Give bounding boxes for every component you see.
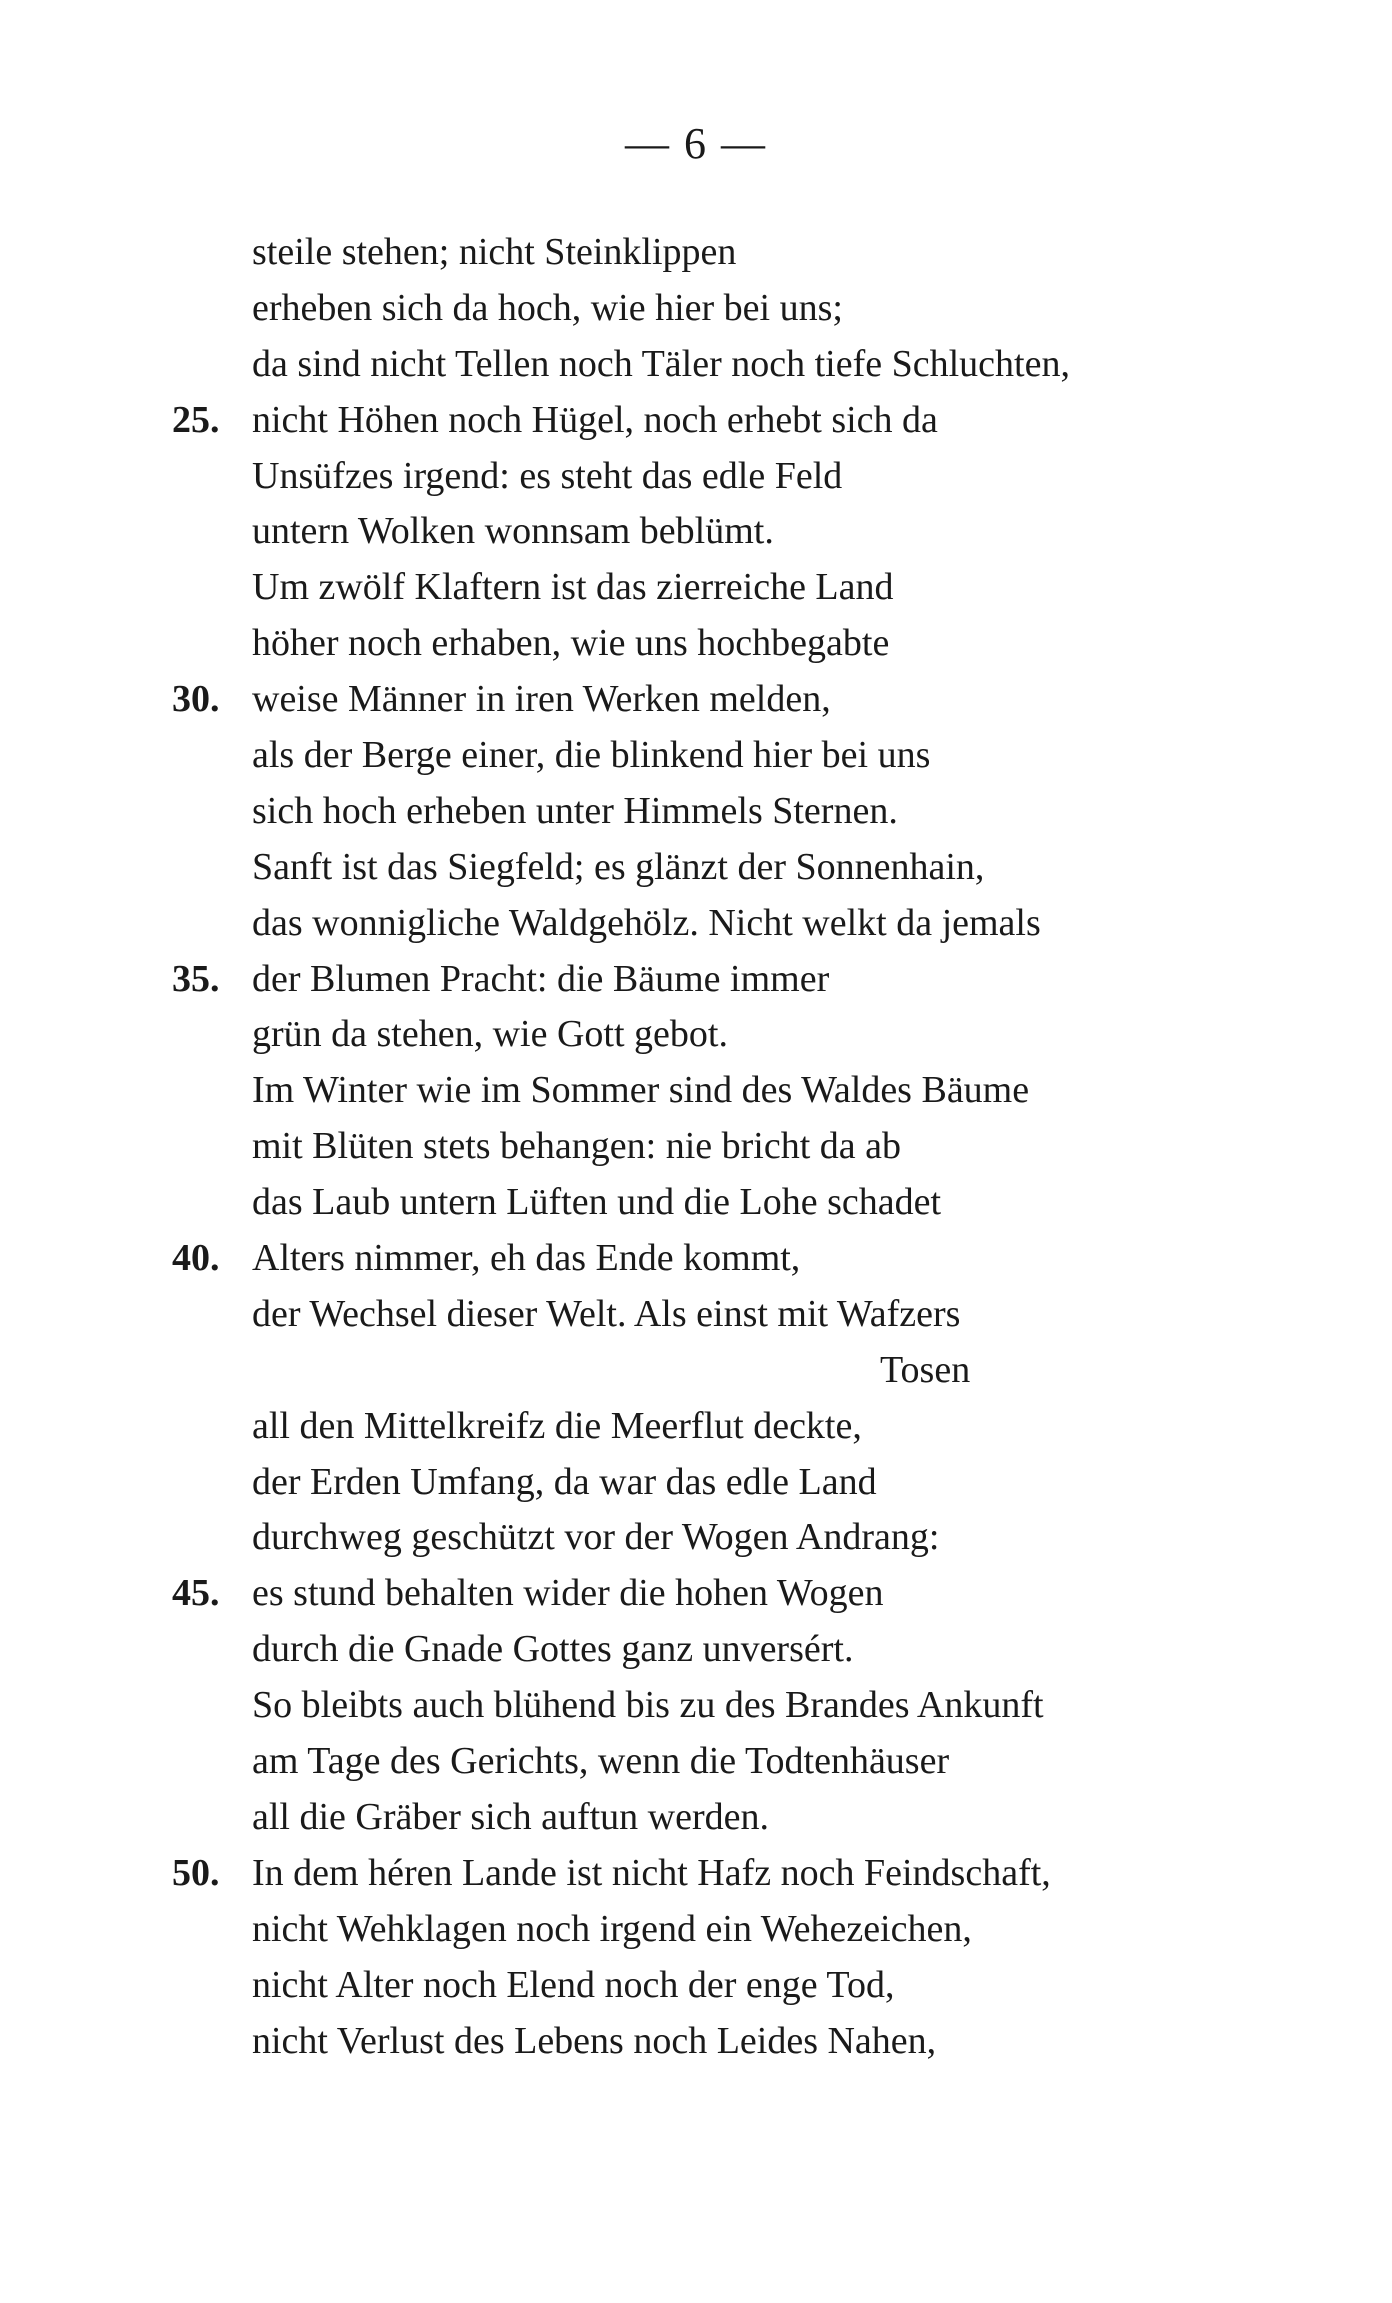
line-text: In dem héren Lande ist nicht Hafz noch Feindschaft, <box>252 1851 1051 1894</box>
poem-line <box>0 449 1392 505</box>
poem-line <box>0 1902 1392 1958</box>
poem-line <box>0 337 1392 393</box>
line-text: als der Berge einer, die blinkend hier bei uns <box>252 734 931 777</box>
poem-line <box>0 1846 1392 1902</box>
line-text: höher noch erhaben, wie uns hochbegabte <box>252 622 890 665</box>
line-text: untern Wolken wonnsam beblümt. <box>252 510 774 553</box>
line-text: der Blumen Pracht: die Bäume immer <box>252 957 830 1000</box>
poem-line <box>0 2014 1392 2070</box>
poem-line <box>0 728 1392 784</box>
poem-line <box>0 393 1392 449</box>
poem-line <box>0 1455 1392 1511</box>
line-text: durch die Gnade Gottes ganz unversért. <box>252 1628 854 1671</box>
poem-line <box>0 1734 1392 1790</box>
poem-line <box>0 784 1392 840</box>
line-text: der Erden Umfang, da war das edle Land <box>252 1460 877 1503</box>
line-text: sich hoch erheben unter Himmels Sternen. <box>252 789 898 832</box>
line-text: grün da stehen, wie Gott gebot. <box>252 1013 728 1056</box>
poem-line <box>0 225 1392 281</box>
poem-line <box>0 1790 1392 1846</box>
poem-line <box>0 1007 1392 1063</box>
line-text: nicht Wehklagen noch irgend ein Wehezeichen, <box>252 1907 972 1950</box>
line-text: Im Winter wie im Sommer sind des Waldes Bäume <box>252 1069 1030 1112</box>
page-number: — 6 — <box>625 119 767 168</box>
poem-line <box>0 616 1392 672</box>
line-text: steile stehen; nicht Steinklippen <box>252 231 737 273</box>
line-text: nicht Alter noch Elend noch der enge Tod, <box>252 1963 895 2006</box>
line-text: erheben sich da hoch, wie hier bei uns; <box>252 286 843 329</box>
line-text: Um zwölf Klaftern ist das zierreiche Land <box>252 566 894 609</box>
poem-line <box>0 840 1392 896</box>
line-number: 50. <box>172 1851 220 1894</box>
poem-line <box>0 1958 1392 2014</box>
poem-line <box>0 1231 1392 1287</box>
line-number: 35. <box>172 957 220 1000</box>
poem-line <box>0 1175 1392 1231</box>
poem-line <box>0 672 1392 728</box>
poem-line <box>0 1399 1392 1455</box>
line-number: 40. <box>172 1237 220 1280</box>
line-text: mit Blüten stets behangen: nie bricht da ab <box>252 1125 902 1168</box>
poem-line <box>0 560 1392 616</box>
poem-line <box>0 1343 1392 1399</box>
poem-text <box>0 225 1392 2069</box>
poem-line <box>0 1063 1392 1119</box>
poem-line <box>0 1622 1392 1678</box>
line-text: der Wechsel dieser Welt. Als einst mit Wafzers <box>252 1292 961 1335</box>
line-number: 30. <box>172 678 220 721</box>
line-text: all die Gräber sich auftun werden. <box>252 1795 770 1838</box>
line-text: nicht Höhen noch Hügel, noch erhebt sich da <box>252 398 938 441</box>
poem-line <box>0 1287 1392 1343</box>
line-text: da sind nicht Tellen noch Täler noch tiefe Schluchten, <box>252 342 1070 385</box>
line-text: Unsüfzes irgend: es steht das edle Feld <box>252 454 843 497</box>
line-text: all den Mittelkreifz die Meerflut deckte, <box>252 1404 862 1447</box>
poem-line <box>0 281 1392 337</box>
line-number: 25. <box>172 398 220 441</box>
line-number: 45. <box>172 1572 220 1615</box>
poem-line <box>0 896 1392 952</box>
line-text: So bleibts auch blühend bis zu des Brandes Ankunft <box>252 1684 1044 1727</box>
line-text: Tosen <box>880 1348 971 1391</box>
line-text: nicht Verlust des Lebens noch Leides Nahen, <box>252 2019 937 2062</box>
line-text: Alters nimmer, eh das Ende kommt, <box>252 1237 801 1280</box>
poem-line <box>0 1119 1392 1175</box>
poem-line <box>0 1678 1392 1734</box>
line-text: durchweg geschützt vor der Wogen Andrang: <box>252 1516 940 1559</box>
poem-line <box>0 952 1392 1008</box>
line-text: das Laub untern Lüften und die Lohe schadet <box>252 1181 942 1224</box>
line-text: am Tage des Gerichts, wenn die Todtenhäuser <box>252 1740 950 1783</box>
line-text: es stund behalten wider die hohen Wogen <box>252 1572 884 1615</box>
poem-line <box>0 1566 1392 1622</box>
line-text: Sanft ist das Siegfeld; es glänzt der Sonnenhain, <box>252 845 985 888</box>
line-text: das wonnigliche Waldgehölz. Nicht welkt da jemals <box>252 901 1041 944</box>
poem-line <box>0 1510 1392 1566</box>
poem-line <box>0 504 1392 560</box>
line-text: weise Männer in iren Werken melden, <box>252 678 831 721</box>
